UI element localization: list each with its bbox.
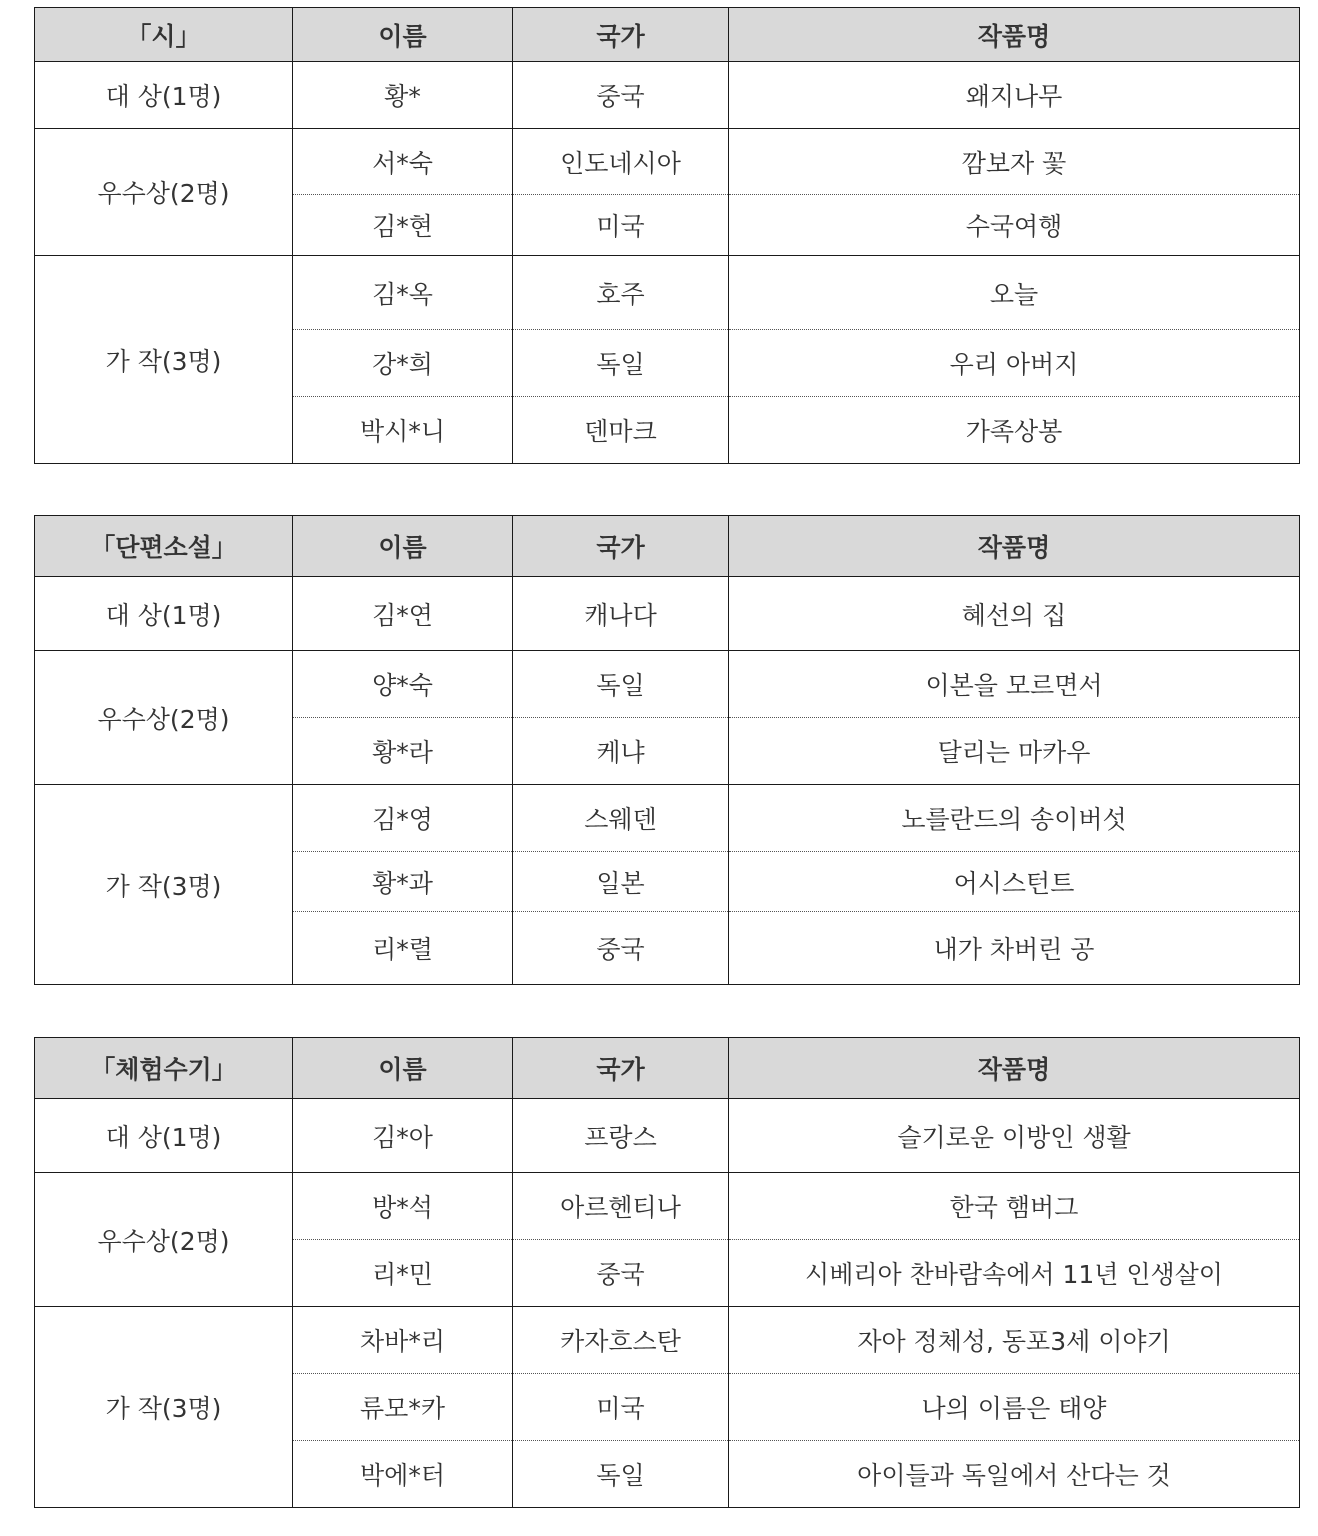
name-cell: 방*석	[293, 1173, 513, 1240]
table-row	[35, 1099, 1300, 1173]
country-cell: 독일	[513, 651, 729, 718]
category-header: 「시」	[35, 8, 293, 62]
award-cell: 대 상(1명)	[35, 577, 293, 651]
country-cell: 덴마크	[513, 397, 729, 464]
country-header: 국가	[513, 8, 729, 62]
name-cell: 김*영	[293, 785, 513, 852]
title-cell: 수국여행	[729, 195, 1300, 256]
table-row	[35, 1173, 1300, 1240]
country-cell: 아르헨티나	[513, 1173, 729, 1240]
name-cell: 차바*리	[293, 1307, 513, 1374]
country-cell: 일본	[513, 852, 729, 912]
country-cell: 중국	[513, 1240, 729, 1307]
award-cell: 우수상(2명)	[35, 1173, 293, 1307]
table-row	[35, 256, 1300, 330]
name-cell: 리*렬	[293, 912, 513, 985]
name-cell: 김*옥	[293, 256, 513, 330]
short-story-award-table	[34, 515, 1300, 985]
award-cell: 가 작(3명)	[35, 1307, 293, 1508]
category-header: 「체험수기」	[35, 1038, 293, 1099]
country-header: 국가	[513, 516, 729, 577]
category-header: 「단편소설」	[35, 516, 293, 577]
name-cell: 리*민	[293, 1240, 513, 1307]
name-cell: 강*희	[293, 330, 513, 397]
name-cell: 김*연	[293, 577, 513, 651]
award-cell: 가 작(3명)	[35, 785, 293, 985]
table-row	[35, 1307, 1300, 1374]
name-cell: 류모*카	[293, 1374, 513, 1441]
title-cell: 혜선의 집	[729, 577, 1300, 651]
country-cell: 캐나다	[513, 577, 729, 651]
title-cell: 한국 햄버그	[729, 1173, 1300, 1240]
name-cell: 김*현	[293, 195, 513, 256]
table-row	[35, 651, 1300, 718]
award-cell: 가 작(3명)	[35, 256, 293, 464]
name-cell: 박에*터	[293, 1441, 513, 1508]
title-header: 작품명	[729, 516, 1300, 577]
title-cell: 자아 정체성, 동포3세 이야기	[729, 1307, 1300, 1374]
table-row	[35, 129, 1300, 195]
title-cell: 왜지나무	[729, 62, 1300, 129]
country-cell: 스웨덴	[513, 785, 729, 852]
name-cell: 서*숙	[293, 129, 513, 195]
country-cell: 독일	[513, 1441, 729, 1508]
award-cell: 우수상(2명)	[35, 129, 293, 256]
country-cell: 케냐	[513, 718, 729, 785]
title-header: 작품명	[729, 1038, 1300, 1099]
country-cell: 독일	[513, 330, 729, 397]
country-cell: 호주	[513, 256, 729, 330]
country-cell: 중국	[513, 62, 729, 129]
country-cell: 미국	[513, 1374, 729, 1441]
title-cell: 달리는 마카우	[729, 718, 1300, 785]
name-header: 이름	[293, 1038, 513, 1099]
name-header: 이름	[293, 516, 513, 577]
title-cell: 슬기로운 이방인 생활	[729, 1099, 1300, 1173]
title-cell: 아이들과 독일에서 산다는 것	[729, 1441, 1300, 1508]
name-cell: 박시*니	[293, 397, 513, 464]
name-cell: 황*과	[293, 852, 513, 912]
name-cell: 황*라	[293, 718, 513, 785]
name-cell: 김*아	[293, 1099, 513, 1173]
name-cell: 양*숙	[293, 651, 513, 718]
award-cell: 우수상(2명)	[35, 651, 293, 785]
country-cell: 카자흐스탄	[513, 1307, 729, 1374]
table-row	[35, 62, 1300, 129]
table-row	[35, 785, 1300, 852]
name-cell: 황*	[293, 62, 513, 129]
title-cell: 어시스턴트	[729, 852, 1300, 912]
country-cell: 미국	[513, 195, 729, 256]
title-cell: 나의 이름은 태양	[729, 1374, 1300, 1441]
country-cell: 인도네시아	[513, 129, 729, 195]
title-cell: 깜보자 꽃	[729, 129, 1300, 195]
title-cell: 가족상봉	[729, 397, 1300, 464]
title-cell: 우리 아버지	[729, 330, 1300, 397]
title-cell: 시베리아 찬바람속에서 11년 인생살이	[729, 1240, 1300, 1307]
award-cell: 대 상(1명)	[35, 62, 293, 129]
essay-award-table	[34, 1037, 1300, 1508]
title-cell: 오늘	[729, 256, 1300, 330]
title-cell: 내가 차버린 공	[729, 912, 1300, 985]
title-cell: 노를란드의 송이버섯	[729, 785, 1300, 852]
title-cell: 이본을 모르면서	[729, 651, 1300, 718]
country-header: 국가	[513, 1038, 729, 1099]
country-cell: 프랑스	[513, 1099, 729, 1173]
table-row	[35, 577, 1300, 651]
name-header: 이름	[293, 8, 513, 62]
title-header: 작품명	[729, 8, 1300, 62]
award-cell: 대 상(1명)	[35, 1099, 293, 1173]
country-cell: 중국	[513, 912, 729, 985]
poetry-award-table	[34, 7, 1300, 464]
